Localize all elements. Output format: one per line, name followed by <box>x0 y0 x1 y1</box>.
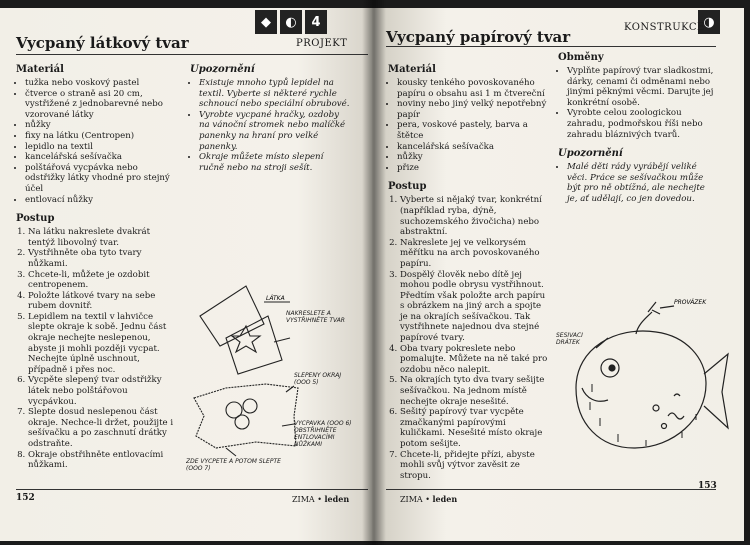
label-provazek: PROVÁZEK <box>674 299 707 306</box>
list-item: 7. Chcete-li, přidejte přízi, abyste mohli svůj výtvor zavěsit ze stropu. <box>400 450 550 482</box>
header-label: PROJEKT <box>296 38 348 49</box>
staple-marks <box>590 384 696 446</box>
label-nakreslete: NAKRESLETE A VYSTŘIHNĚTE TVAR <box>286 310 345 324</box>
variations-heading: Obměny <box>558 52 604 63</box>
procedure-list <box>16 227 176 471</box>
list-item: • noviny nebo jiný velký nepotřebný papír <box>397 99 550 120</box>
list-item: • pera, voskové pastely, barva a štětce <box>397 120 550 141</box>
notes-column <box>190 64 350 173</box>
list-item: • čtverce o straně asi 20 cm, vystřižené z jednobarevné nebo vzorované látky <box>25 89 176 121</box>
footer-rule <box>16 489 368 490</box>
materials-heading: Materiál <box>16 64 64 75</box>
list-item: • kancelářská sešívačka <box>25 152 176 163</box>
tab-icon-1: ◑ <box>698 10 720 34</box>
materials-list <box>388 78 550 173</box>
list-item: 4. Položte látkové tvary na sebe rubem dovnitř. <box>28 291 176 312</box>
list-item: • kousky tenkého povoskovaného papíru o obsahu asi 1 m čtvereční <box>397 78 550 99</box>
page-number: 152 <box>16 493 35 503</box>
page-number: 153 <box>698 481 717 491</box>
list-item: • nůžky <box>397 152 550 163</box>
label-vycpavka: VYCPÁVKA (OOO 6) OBSTŘIHNĚTE ENTLOVACÍMI NŮŽKAMI <box>294 420 352 448</box>
list-item: • entlovací nůžky <box>25 195 176 206</box>
label-latka: LÁTKA <box>266 295 285 302</box>
procedure-heading: Postup <box>388 181 427 193</box>
procedure-heading: Postup <box>16 213 55 225</box>
list-item: • kancelářská sešívačka <box>397 142 550 153</box>
list-item: 3. Chcete-li, můžete je ozdobit centropenem. <box>28 270 176 291</box>
header-rule <box>386 46 716 47</box>
notes-list <box>190 78 350 173</box>
left-column <box>16 64 176 471</box>
list-item: 5. Na okrajích tyto dva tvary sešijte sešívačkou. Na jednom místě nechejte okraje nesešité. <box>400 375 550 407</box>
list-item: 6. Vycpěte slepený tvar odstřižky látek nebo polštářovou vycpávkou. <box>28 375 176 407</box>
list-item: • Vyrobte celou zoologickou zahradu, podmořskou říši nebo zahradu bláznivých tvarů. <box>567 108 718 140</box>
balloon-3 <box>235 415 249 429</box>
fabric-square-2 <box>226 316 282 374</box>
footer-month: leden <box>324 494 350 504</box>
list-item: • lepidlo na textil <box>25 142 176 153</box>
bubble-2 <box>662 424 667 429</box>
tab-icon-1: ◆ <box>255 10 277 34</box>
list-item: 3. Dospělý člověk nebo dítě jej mohou podle obrysu vystřihnout. Předtím však položte arch papíru s obrázkem na jiný arch a spojte je na okrajích sešívačkou. Tak vystřihnete najednou dva stejné papírové tvary. <box>400 270 550 344</box>
list-item: • Vyrobte vycpané hračky, ozdoby na vánoční stromek nebo malíčké panenky na hraní pro velké panenky. <box>199 110 350 152</box>
star-outline <box>232 326 260 352</box>
list-item: • Existuje mnoho typů lepidel na textil. Vyberte si některé rychle schnoucí nebo speciální obrubové. <box>199 78 350 110</box>
footer-month: leden <box>432 494 458 504</box>
tab-icon-2: ◐ <box>280 10 302 34</box>
list-item: 1. Vyberte si nějaký tvar, konkrétní (například ryba, dýně, suchozemského živočicha) nebo abstraktní. <box>400 195 550 237</box>
list-item: 2. Vystřihněte oba tyto tvary nůžkami. <box>28 248 176 269</box>
tab-icon-3: 4 <box>305 10 327 34</box>
footer-date: ZIMA • leden <box>400 494 458 504</box>
page-title: Vycpaný látkový tvar <box>16 34 189 52</box>
variations-list <box>558 66 718 140</box>
notes-heading: Upozornění <box>558 148 623 160</box>
balloon-2 <box>243 399 257 413</box>
header-rule <box>16 54 368 55</box>
list-item: • Okraje můžete místo slepení ručně nebo na stroji sešít. <box>199 152 350 173</box>
footer-date: ZIMA • leden <box>292 494 350 504</box>
list-item: 8. Okraje obstřihněte entlovacími nůžkami. <box>28 450 176 471</box>
bubble-mark <box>674 394 680 396</box>
list-item: • tužka nebo voskový pastel <box>25 78 176 89</box>
section-tabs <box>255 10 327 34</box>
left-column <box>388 64 550 481</box>
materials-heading: Materiál <box>388 64 436 75</box>
list-item: 7. Slepte dosud neslepenou část okraje. Nechce-li držet, použijte i sešívačku a po zaschnutí drátky odstraňte. <box>28 407 176 449</box>
materials-list <box>16 78 176 205</box>
list-item: 4. Oba tvary pokreslete nebo pomalujte. Můžete na ně také pro ozdobu něco nalepit. <box>400 344 550 376</box>
list-item: 1. Na látku nakreslete dvakrát tentýž libovolný tvar. <box>28 227 176 248</box>
fabric-illustration <box>186 276 361 486</box>
list-item: • fixy na látku (Centropen) <box>25 131 176 142</box>
pointer-line-4 <box>282 424 294 426</box>
book-gutter <box>362 0 386 545</box>
fish-mouth <box>582 388 608 401</box>
left-page <box>0 8 372 541</box>
fish-tail <box>704 354 728 428</box>
procedure-list <box>388 195 550 481</box>
list-item: • nůžky <box>25 120 176 131</box>
list-item: 5. Lepidlem na textil v lahvičce slepte okraje k sobě. Jednu část okraje nechejte neslepenou, abyste ji mohli později vycpat. Nechejte úplně uschnout, případně i přes noc. <box>28 312 176 376</box>
footer-rule <box>386 489 716 490</box>
list-item: • přize <box>397 163 550 174</box>
fish-illustration <box>556 288 731 478</box>
footer-season: ZIMA <box>400 495 423 504</box>
label-slepeny: SLEPENÝ OKRAJ (OOO 5) <box>294 372 342 386</box>
list-item: • polštářová vycpávka nebo odstřižky látky vhodné pro stejný účel <box>25 163 176 195</box>
notes-list <box>558 162 718 204</box>
label-sesivaci: SEŠÍVACÍ DRÁTEK <box>556 332 583 346</box>
fish-pupil <box>609 365 615 371</box>
page-title: Vycpaný papírový tvar <box>386 28 571 46</box>
notes-heading: Upozornění <box>190 64 255 75</box>
wave-mark <box>668 413 684 419</box>
list-item: • Malé děti rády vyrábějí veliké věci. Práce se sešívačkou může být pro ně obtížná, ale nechejte je, ať udělají, co jen dovedou. <box>567 162 718 204</box>
footer-season: ZIMA <box>292 495 315 504</box>
pointer-provazek <box>660 306 674 308</box>
list-item: • Vyplňte papírový tvar sladkostmi, dárky, cenami či odměnami nebo jinými pěknými věcmi. Darujte jej konkrétní osobě. <box>567 66 718 108</box>
fabric-square-1 <box>200 286 264 346</box>
label-zde: ZDE VYCPĚTE A POTOM SLEPTE (OOO 7) <box>186 458 281 472</box>
list-item: 2. Nakreslete jej ve velkorysém měřítku na arch povoskovaného papíru. <box>400 238 550 270</box>
header-label: KONSTRUKCE <box>624 22 705 33</box>
bubble-1 <box>653 405 659 411</box>
right-column <box>558 52 718 205</box>
string-bow <box>648 302 660 314</box>
list-item: 6. Sešitý papírový tvar vycpěte zmačkanými papírovými kuličkami. Nesešité místo okraje potom sešijte. <box>400 407 550 449</box>
right-page <box>372 8 744 541</box>
pointer-line-5 <box>226 448 236 456</box>
